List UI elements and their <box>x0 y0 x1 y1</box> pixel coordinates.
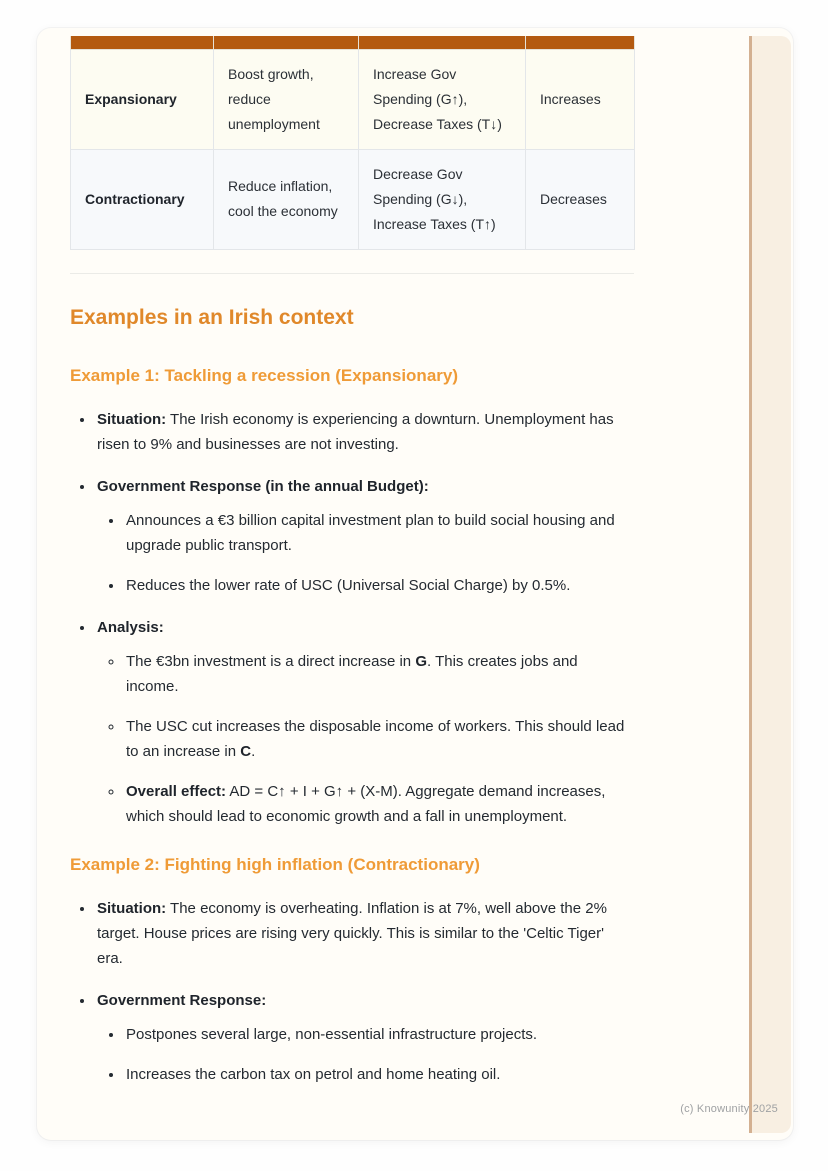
document-page <box>37 28 793 1140</box>
bold-text: C <box>240 742 252 760</box>
table-cell: Reduce inflation, cool the economy <box>214 149 359 249</box>
bold-text: Government Response: <box>97 991 267 1009</box>
plain-text: . <box>251 742 256 760</box>
bold-text: Situation: <box>97 410 167 428</box>
sub-list-item <box>124 714 634 764</box>
bold-text: Analysis: <box>97 618 164 636</box>
document-content <box>70 36 634 1104</box>
plain-text: Postpones several large, non-essential infrastructure projects. <box>126 1025 538 1043</box>
plain-text: . This creates jobs and income. <box>126 652 578 695</box>
example2-heading: Example 2: Fighting high inflation (Contractionary) <box>70 854 480 874</box>
sub-list <box>97 649 634 829</box>
table-header-cell <box>359 36 526 49</box>
irish-context-heading: Examples in an Irish context <box>70 305 354 329</box>
table-cell: Boost growth, reduce unemployment <box>214 49 359 149</box>
bold-text: G <box>415 652 427 670</box>
sub-list-item <box>124 779 634 829</box>
section-divider <box>70 273 634 274</box>
plain-text: Reduces the lower rate of USC (Universal Social Charge) by 0.5%. <box>126 576 571 594</box>
sub-list <box>97 1022 634 1087</box>
plain-text: AD = C↑ + I + G↑ + (X-M). Aggregate demand increases, which should lead to economic growth and a fall in unemployment. <box>126 782 606 825</box>
list-item <box>95 896 634 971</box>
bold-text: Situation: <box>97 899 167 917</box>
example2-list <box>70 896 634 1087</box>
bold-text: Government Response (in the annual Budget): <box>97 477 429 495</box>
list-item <box>95 988 634 1087</box>
bold-text: Overall effect: <box>126 782 227 800</box>
table-cell: Increase Gov Spending (G↑), Decrease Taxes (T↓) <box>359 49 526 149</box>
list-item <box>95 615 634 829</box>
plain-text: The €3bn investment is a direct increase in <box>126 652 416 670</box>
plain-text: The Irish economy is experiencing a downturn. Unemployment has risen to 9% and businesses are not investing. <box>97 410 614 453</box>
sub-list-item <box>124 1022 634 1047</box>
table-cell: Decrease Gov Spending (G↓), Increase Taxes (T↑) <box>359 149 526 249</box>
sub-list <box>97 508 634 598</box>
sub-list-item <box>124 573 634 598</box>
plain-text: Increases the carbon tax on petrol and home heating oil. <box>126 1065 501 1083</box>
table-header-row <box>71 36 635 49</box>
plain-text: The USC cut increases the disposable income of workers. This should lead to an increase in <box>126 717 625 760</box>
sub-list-item <box>124 1062 634 1087</box>
table-cell: Contractionary <box>71 149 214 249</box>
sub-list-item <box>124 649 634 699</box>
knowunity-watermark: (c) Knowunity 2025 <box>680 1103 778 1115</box>
example1-heading: Example 1: Tackling a recession (Expansionary) <box>70 365 459 385</box>
table-header-cell <box>214 36 359 49</box>
table-row <box>71 149 635 249</box>
plain-text: Announces a €3 billion capital investment plan to build social housing and upgrade public transport. <box>126 511 615 554</box>
table-header-cell <box>71 36 214 49</box>
table-cell: Expansionary <box>71 49 214 149</box>
table-cell: Increases <box>526 49 635 149</box>
fiscal-policy-table <box>70 36 635 250</box>
table-row <box>71 49 635 149</box>
table-cell: Decreases <box>526 149 635 249</box>
plain-text: The economy is overheating. Inflation is at 7%, well above the 2% target. House prices are rising very quickly. This is similar to the 'Celtic Tiger' era. <box>97 899 607 967</box>
table-header-cell <box>526 36 635 49</box>
list-item <box>95 474 634 598</box>
page-edge-decoration <box>749 36 791 1133</box>
example1-list <box>70 407 634 829</box>
list-item <box>95 407 634 457</box>
sub-list-item <box>124 508 634 558</box>
